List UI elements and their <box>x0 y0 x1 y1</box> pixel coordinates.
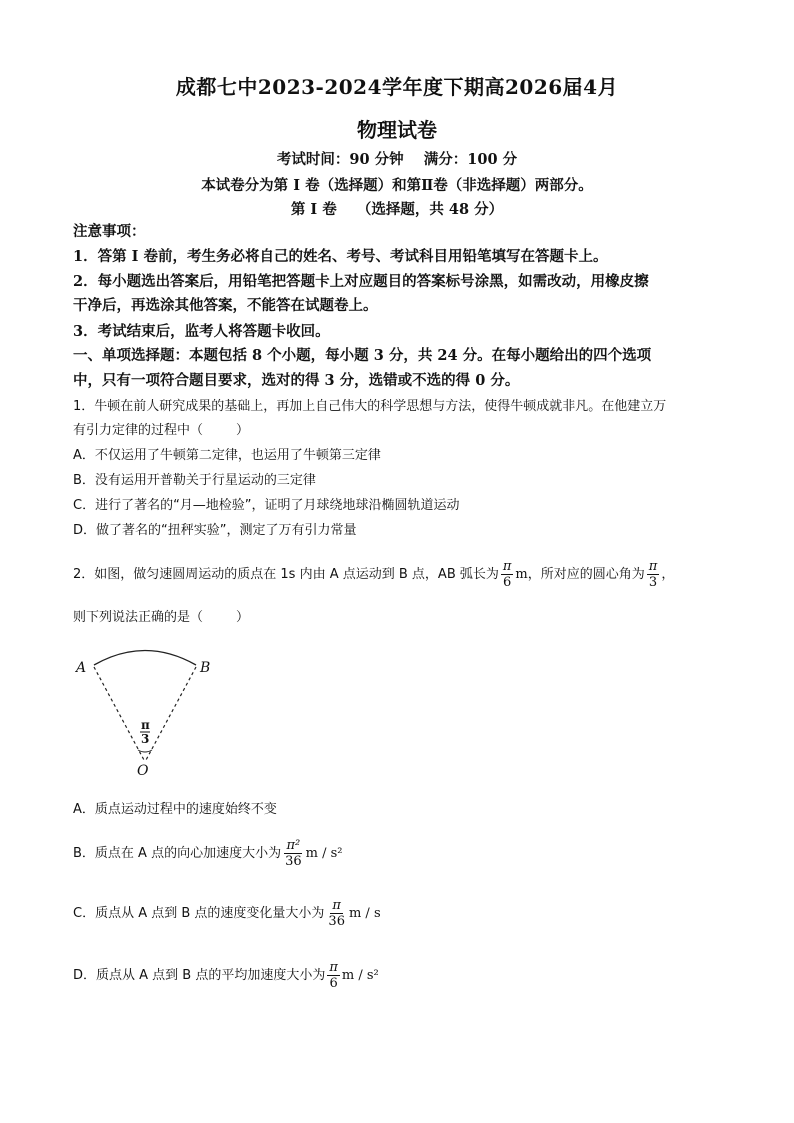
q2-option-b <box>73 836 723 872</box>
radius-oa <box>94 667 144 760</box>
q2-option-d-numerator: π <box>329 960 338 975</box>
q2-stem-line1 <box>73 558 723 592</box>
q2-option-c-unit: m / s <box>348 906 381 921</box>
part1-heading: 第 I 卷 （选择题，共 48 分） <box>290 201 504 218</box>
exam-info: 考试时间：90 分钟 满分：100 分 <box>276 151 518 168</box>
radius-ob <box>146 667 196 760</box>
section1-line2: 中，只有一项符合题目要求，选对的得 3 分，选错或不选的得 0 分。 <box>73 372 520 389</box>
angle-label-numerator: π <box>141 718 150 732</box>
q2-option-b-numerator: π² <box>286 838 301 853</box>
arc-ab <box>94 651 196 666</box>
notice-heading: 注意事项： <box>73 223 146 240</box>
q2-option-d-text: D．质点从 A 点到 B 点的平均加速度大小为 <box>73 968 326 983</box>
exam-structure: 本试卷分为第 I 卷（选择题）和第Ⅱ卷（非选择题）两部分。 <box>201 177 593 194</box>
notice-item-3: 3．考试结束后，监考人将答题卡收回。 <box>73 323 330 340</box>
q1-stem-line2: 有引力定律的过程中（ ） <box>73 423 250 438</box>
exam-title: 成都七中2023-2024学年度下期高2026届4月 <box>175 75 619 99</box>
notice-item-2-line1: 2．每小题选出答案后，用铅笔把答题卡上对应题目的答案标号涂黑，如需改动，用橡皮擦 <box>73 273 649 290</box>
q2-angle-fraction <box>647 559 660 590</box>
q2-option-b-text: B．质点在 A 点的向心加速度大小为 <box>73 846 282 861</box>
q2-arc-unit: m <box>515 567 528 582</box>
q2-arc-fraction <box>501 559 514 590</box>
q2-option-b-unit: m / s² <box>305 846 343 861</box>
q2-angle-denominator: 3 <box>648 575 658 590</box>
q2-arc-denominator: 6 <box>503 575 512 590</box>
q2-stem-part3: ， <box>661 567 675 582</box>
q2-option-b-fraction <box>283 838 304 869</box>
q2-stem-part2: ，所对应的圆心角为 <box>527 567 645 582</box>
q1-option-a: A．不仅运用了牛顿第二定律，也运用了牛顿第三定律 <box>73 448 381 463</box>
q2-option-c-denominator: 36 <box>328 914 345 929</box>
q2-angle-numerator: π <box>648 559 658 574</box>
q2-stem-line2: 则下列说法正确的是（ ） <box>73 610 250 625</box>
exam-subject: 物理试卷 <box>357 118 437 142</box>
circular-motion-figure <box>70 648 220 780</box>
q2-option-d <box>73 958 723 994</box>
q2-option-c <box>73 896 723 932</box>
q2-option-b-denominator: 36 <box>285 854 302 869</box>
q2-arc-numerator: π <box>502 559 512 574</box>
q1-stem-line1: 1．牛顿在前人研究成果的基础上，再加上自己伟大的科学思想与方法，使得牛顿成就非凡。在他建立万 <box>73 399 667 414</box>
q1-option-c: C．进行了著名的“月—地检验”，证明了月球绕地球沿椭圆轨道运动 <box>73 498 460 513</box>
angle-label-denominator: 3 <box>141 732 150 746</box>
q2-option-c-fraction <box>326 898 347 929</box>
point-b-label: B <box>200 660 211 676</box>
q2-option-d-fraction <box>327 960 340 991</box>
q2-option-c-text: C．质点从 A 点到 B 点的速度变化量大小为 <box>73 906 325 921</box>
q1-option-b: B．没有运用开普勒关于行星运动的三定律 <box>73 473 316 488</box>
q2-stem-part1: 2．如图，做匀速圆周运动的质点在 1s 内由 A 点运动到 B 点，AB 弧长为 <box>73 567 499 582</box>
notice-item-1: 1．答第 I 卷前，考生务必将自己的姓名、考号、考试科目用铅笔填写在答题卡上。 <box>73 248 608 265</box>
point-o-label: O <box>137 763 149 779</box>
section1-line1: 一、单项选择题：本题包括 8 个小题，每小题 3 分，共 24 分。在每小题给出的四个选项 <box>73 347 652 364</box>
q2-option-c-numerator: π <box>332 898 341 913</box>
q2-option-d-denominator: 6 <box>329 976 338 991</box>
q2-option-a: A．质点运动过程中的速度始终不变 <box>73 802 277 817</box>
q2-option-d-unit: m / s² <box>341 968 379 983</box>
q1-option-d: D．做了著名的“扭秤实验”，测定了万有引力常量 <box>73 523 357 538</box>
point-a-label: A <box>76 660 87 676</box>
notice-item-2-line2: 干净后，再选涂其他答案，不能答在试题卷上。 <box>73 297 378 314</box>
